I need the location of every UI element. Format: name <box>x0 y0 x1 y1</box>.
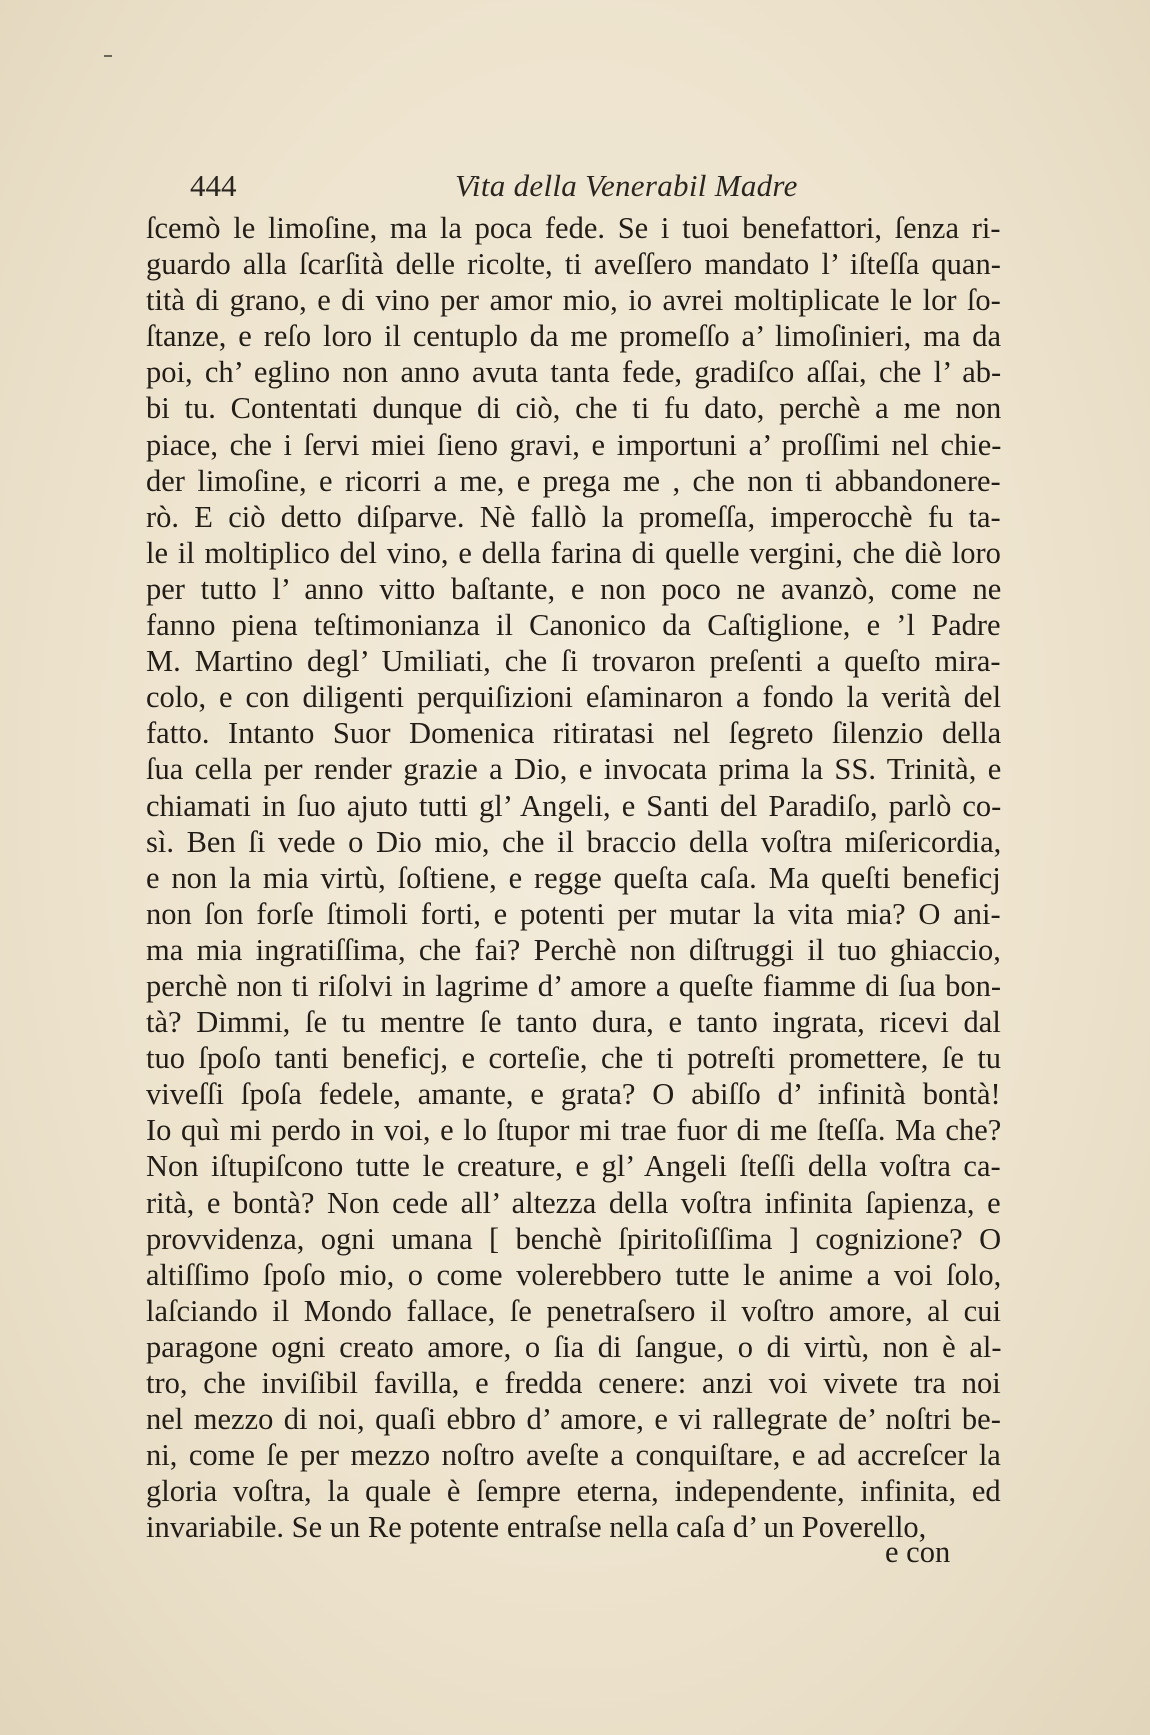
text-line: perchè non ti riſolvi in lagrime d’ amore a queſte fiamme di ſua bon- <box>146 968 1001 1003</box>
text-line: ſua cella per render grazie a Dio, e invocata prima la SS. Trinità, e <box>146 752 1002 787</box>
text-line: rò. E ciò detto diſparve. Nè fallò la promeſſa, imperocchè fu ta- <box>146 499 1001 534</box>
text-line: poi, ch’ eglino non anno avuta tanta fede, gradiſco aſſai, che l’ ab- <box>146 355 1002 390</box>
text-line: provvidenza, ogni umana [ benchè ſpiritoſiſſima ] cognizione? O <box>146 1221 1002 1256</box>
text-line: fanno piena teſtimonianza il Canonico da Caſtiglione, e ’l Padre <box>146 608 1001 643</box>
text-line: colo, e con diligenti perquiſizioni eſaminaron a fondo la verità del <box>146 680 1002 715</box>
text-line: paragone ogni creato amore, o ſia di ſangue, o di virtù, non è al- <box>146 1329 1002 1364</box>
text-line: per tutto l’ anno vitto baſtante, e non poco ne avanzò, come ne <box>146 571 1002 606</box>
text-line: e non la mia virtù, ſoſtiene, e regge queſta caſa. Ma queſti beneficj <box>146 860 1001 895</box>
text-line: ſtanze, e reſo loro il centuplo da me promeſſo a’ limoſinieri, ma da <box>146 319 1002 354</box>
text-line: chiamati in ſuo ajuto tutti gl’ Angeli, e Santi del Paradiſo, parlò co- <box>146 788 1002 823</box>
text-line: nel mezzo di noi, quaſi ebbro d’ amore, e vi rallegrate de’ noſtri be- <box>146 1402 1001 1437</box>
text-line: piace, che i ſervi miei ſieno gravi, e importuni a’ proſſimi nel chie- <box>146 427 1002 462</box>
text-line: tuo ſpoſo tanti beneficj, e corteſie, che ti potreſti promettere, ſe tu <box>146 1041 1002 1076</box>
text-line: non ſon forſe ſtimoli forti, e potenti per mutar la vita mia? O ani- <box>146 896 1001 931</box>
text-line: Io quì mi perdo in voi, e lo ſtupor mi trae fuor di me ſteſſa. Ma che? <box>146 1113 1002 1148</box>
text-line: tità di grano, e di vino per amor mio, io avrei moltiplicate le lor ſo- <box>146 283 1001 318</box>
text-line: laſciando il Mondo fallace, ſe penetraſsero il voſtro amore, al cui <box>146 1293 1001 1328</box>
catchword: e con <box>885 1535 951 1569</box>
running-head: Vita della Venerabil Madre <box>455 168 798 203</box>
text-line: rità, e bontà? Non cede all’ altezza della voſtra infinita ſapienza, e <box>146 1185 1001 1220</box>
text-line: invariabile. Se un Re potente entraſse nella caſa d’ un Poverello, <box>146 1510 927 1545</box>
margin-mark <box>104 55 112 57</box>
text-line: ſcemò le limoſine, ma la poca fede. Se i tuoi benefattori, ſenza ri- <box>146 211 1001 245</box>
text-line: Non iſtupiſcono tutte le creature, e gl’ Angeli ſteſſi della voſtra ca- <box>146 1149 1001 1184</box>
text-line: le il moltiplico del vino, e della farina di quelle vergini, che diè loro <box>146 535 1001 570</box>
text-line: tro, che inviſibil favilla, e fredda cenere: anzi voi vivete tra noi <box>146 1366 1001 1400</box>
text-line: tà? Dimmi, ſe tu mentre ſe tanto dura, e tanto ingrata, ricevi dal <box>146 1005 1001 1040</box>
text-line: fatto. Intanto Suor Domenica ritiratasi nel ſegreto ſilenzio della <box>146 716 1002 751</box>
body-text <box>146 210 1001 1545</box>
text-line: viveſſi ſpoſa fedele, amante, e grata? O abiſſo d’ infinità bontà! <box>146 1077 1001 1112</box>
page-number: 444 <box>190 168 237 203</box>
text-line: der limoſine, e ricorri a me, e prega me , che non ti abbandonere- <box>146 463 1001 498</box>
text-line: sì. Ben ſi vede o Dio mio, che il braccio della voſtra miſericordia, <box>146 824 1002 859</box>
text-line: ni, come ſe per mezzo noſtro aveſte a conquiſtare, e ad accreſcer la <box>146 1438 1001 1473</box>
page-header <box>190 168 1015 208</box>
text-line: guardo alla ſcarſità delle ricolte, ti aveſſero mandato l’ iſteſſa quan- <box>146 247 1001 282</box>
text-line: M. Martino degl’ Umiliati, che ſi trovaron preſenti a queſto mira- <box>146 644 1001 679</box>
text-line: ma mia ingratiſſima, che fai? Perchè non diſtruggi il tuo ghiaccio, <box>146 932 1001 967</box>
text-line: altiſſimo ſpoſo mio, o come volerebbero tutte le anime a voi ſolo, <box>146 1257 1002 1292</box>
text-line: bi tu. Contentati dunque di ciò, che ti fu dato, perchè a me non <box>146 391 1002 426</box>
text-line: gloria voſtra, la quale è ſempre eterna, independente, infinita, ed <box>146 1474 1001 1509</box>
